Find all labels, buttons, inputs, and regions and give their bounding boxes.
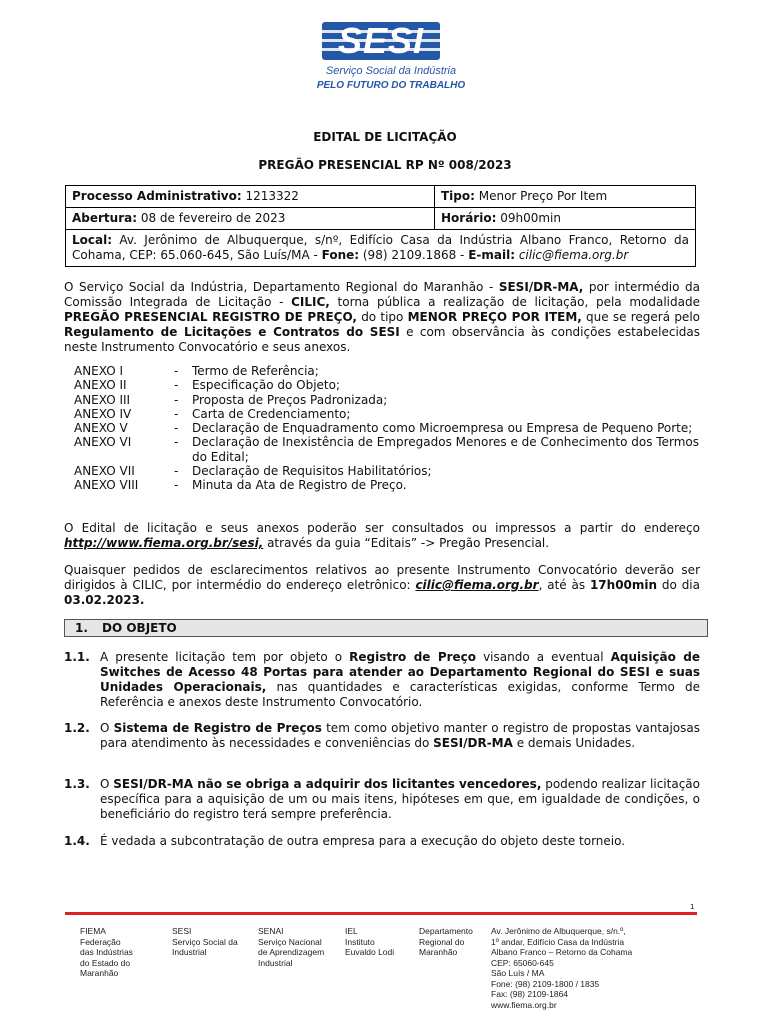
footer-line: IEL — [345, 926, 358, 936]
clause-1-1: 1.1. A presente licitação tem por objeto o Registro de Preço visando a eventual Aquisição de Switches de Acesso 48 Portas para atender ao Departamento Regional do SESI e suas Unidades Operacionais, nas quantidades e características exigidas, conforme Termo de Referência e anexos deste Instrumento Convocatório. — [64, 650, 701, 709]
local-cell: Local: Av. Jerônimo de Albuquerque, s/nº, Edifício Casa da Indústria Albano Franco, Retorno da Cohama, CEP: 65.060-645, São Luís/MA - Fone: (98) 2109.1868 - E-mail: cilic@fiema.org.br — [66, 230, 696, 267]
footer-department — [419, 926, 487, 958]
footer-line: Euvaldo Lodi — [345, 947, 395, 957]
intro-paragraph: O Serviço Social da Indústria, Departamento Regional do Maranhão - SESI/DR-MA, por intermédio da Comissão Integrada de Licitação - CILIC, torna pública a realização de licitação, pela modalidade PREGÃO PRESENCIAL REGISTRO DE PREÇO, do tipo MENOR PREÇO POR ITEM, que se regerá pelo Regulamento de Licitações e Contratos do SESI e com observância às condições estabelecidas neste Instrumento Convocatório e seus anexos. — [64, 280, 701, 354]
footer-line: www.fiema.org.br — [491, 999, 557, 1010]
footer-address — [491, 926, 691, 1010]
annex-item: ANEXO IV - Carta de Credenciamento; — [74, 406, 351, 421]
footer-line: Federação — [80, 936, 121, 947]
footer-divider — [65, 912, 697, 915]
footer-line: do Estado do — [80, 957, 131, 968]
section-header-objeto: 1. DO OBJETO — [64, 619, 708, 637]
sesi-logo — [300, 22, 470, 91]
annex-list — [74, 364, 700, 493]
annex-item: ANEXO III - Proposta de Preços Padronizada; — [74, 392, 388, 407]
footer-line: das Indústrias — [80, 947, 133, 957]
footer-line: CEP: 65060-645 — [491, 957, 554, 968]
horario-cell: Horário: 09h00min — [435, 208, 696, 230]
footer-line: 1º andar, Edifício Casa da Indústria — [491, 936, 625, 947]
footer-line: Instituto — [345, 936, 375, 947]
logo-brand: SESI — [337, 22, 425, 60]
footer-sesi — [172, 926, 254, 958]
footer-line: SENAI — [258, 926, 284, 936]
sesi-logo-mark — [322, 22, 440, 60]
annex-item: ANEXO VIII - Minuta da Ata de Registro de Preço. — [74, 478, 407, 493]
footer-line: Serviço Nacional — [258, 936, 322, 947]
footer-line: Maranhão — [419, 947, 458, 957]
abertura-cell: Abertura: 08 de fevereiro de 2023 — [66, 208, 435, 230]
footer-fiema — [80, 926, 165, 979]
clause-1-2: 1.2. O Sistema de Registro de Preços tem como objetivo manter o registro de propostas vantajosas para atendimento às necessidades e conveniências do SESI/DR-MA e demais Unidades. — [64, 721, 700, 750]
footer-line: Regional do — [419, 936, 465, 947]
footer-line: Departamento — [419, 926, 473, 936]
annex-item: ANEXO I - Termo de Referência; — [74, 364, 319, 378]
footer-line: São Luís / MA — [491, 968, 545, 978]
annex-item: ANEXO V - Declaração de Enquadramento como Microempresa ou Empresa de Pequeno Porte; — [74, 421, 693, 436]
footer-line: Industrial — [172, 947, 207, 957]
footer-line: Fax: (98) 2109-1864 — [491, 989, 569, 999]
cilic-email-link[interactable]: cilic@fiema.org.br — [415, 578, 539, 592]
footer-line: Serviço Social da — [172, 936, 238, 947]
footer-senai — [258, 926, 343, 968]
annex-item: ANEXO II - Especificação do Objeto; — [74, 378, 341, 393]
footer-line: FIEMA — [80, 926, 106, 936]
tipo-cell: Tipo: Menor Preço Por Item — [435, 186, 696, 208]
clause-1-4: 1.4. É vedada a subcontratação de outra empresa para a execução do objeto deste torneio. — [64, 834, 626, 848]
footer-line: Industrial — [258, 957, 293, 968]
processo-cell: Processo Administrativo: 1213322 — [66, 186, 435, 208]
clause-1-3: 1.3. O SESI/DR-MA não se obriga a adquirir dos licitantes vencedores, podendo realizar licitação específica para a aquisição de um ou mais itens, hipóteses em que, em igualdade de condições, o beneficiário do registro terá sempre preferência. — [64, 777, 700, 821]
footer-line: Albano Franco – Retorno da Cohama — [491, 947, 633, 957]
annex-item: ANEXO VI - Declaração de Inexistência de Empregados Menores e de Conhecimento dos Termos do Edital; — [74, 435, 699, 464]
footer-iel — [345, 926, 415, 958]
annex-item: ANEXO VII - Declaração de Requisitos Habilitatórios; — [74, 464, 432, 479]
footer-line: Fone: (98) 2109-1800 / 1835 — [491, 978, 600, 989]
edital-link[interactable]: http://www.fiema.org.br/sesi, — [64, 536, 264, 550]
footer-line: de Aprendizagem — [258, 947, 325, 957]
logo-subtitle: Serviço Social da Indústria — [325, 65, 457, 77]
page-number: 1 — [690, 903, 695, 911]
footer-line: Av. Jerônimo de Albuquerque, s/n.º, — [491, 926, 626, 936]
clarify-paragraph: Quaisquer pedidos de esclarecimentos relativos ao presente Instrumento Convocatório deverão ser dirigidos à CILIC, por intermédio do endereço eletrônico: cilic@fiema.org.br, até às 17h00min do dia 03.02.2023. — [64, 563, 700, 607]
footer-line: SESI — [172, 926, 192, 936]
process-info-table — [65, 185, 696, 267]
document-subtitle: PREGÃO PRESENCIAL RP Nº 008/2023 — [258, 158, 512, 172]
footer-line: Maranhão — [80, 968, 119, 978]
consult-paragraph: O Edital de licitação e seus anexos poderão ser consultados ou impressos a partir do endereço http://www.fiema.org.br/sesi, através da guia “Editais” -> Pregão Presencial. — [64, 521, 700, 550]
document-title: EDITAL DE LICITAÇÃO — [313, 130, 457, 144]
logo-tagline: PELO FUTURO DO TRABALHO — [316, 80, 466, 91]
